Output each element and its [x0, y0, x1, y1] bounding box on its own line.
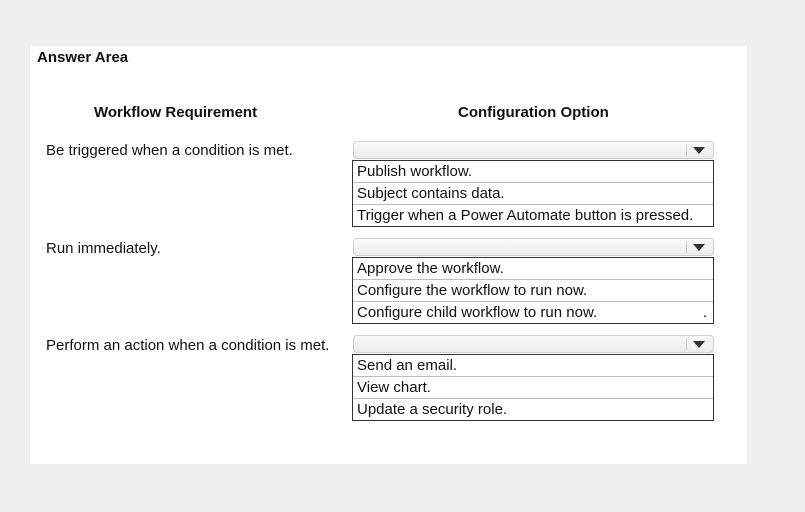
configuration-option-header: Configuration Option [458, 104, 609, 121]
options-list-2 [352, 257, 714, 324]
option-item[interactable]: Approve the workflow. [357, 260, 504, 277]
chevron-down-icon[interactable] [693, 244, 705, 251]
options-list-1 [352, 160, 714, 227]
option-item[interactable]: Send an email. [357, 357, 458, 374]
chevron-down-icon[interactable] [693, 147, 705, 154]
option-item[interactable]: Publish workflow. [357, 163, 473, 180]
option-item[interactable]: Update a security role. [353, 398, 713, 420]
chevron-down-icon[interactable] [693, 341, 705, 348]
option-item[interactable] [353, 301, 713, 323]
requirement-label-2: Run immediately. [46, 240, 161, 257]
answer-area-title: Answer Area [37, 49, 129, 66]
dropdown-separator [686, 338, 687, 350]
config-dropdown-2[interactable] [353, 238, 714, 256]
requirement-label-1: Be triggered when a condition is met. [46, 142, 293, 159]
workflow-requirement-header: Workflow Requirement [94, 104, 258, 121]
option-item[interactable]: Trigger when a Power Automate button is pressed. [353, 204, 713, 226]
option-item[interactable]: View chart. [353, 376, 713, 398]
trailing-mark: . [702, 304, 707, 321]
dropdown-separator [686, 144, 687, 156]
requirement-label-3: Perform an action when a condition is met. [46, 337, 330, 354]
options-list-3 [352, 354, 714, 421]
config-dropdown-3[interactable] [353, 335, 714, 353]
option-item[interactable]: Subject contains data. [353, 182, 713, 204]
answer-area-panel [30, 46, 747, 464]
dropdown-separator [686, 241, 687, 253]
config-dropdown-1[interactable] [353, 141, 714, 159]
option-item[interactable]: Configure the workflow to run now. [353, 279, 713, 301]
option-item-label: Configure child workflow to run now. [357, 304, 598, 321]
